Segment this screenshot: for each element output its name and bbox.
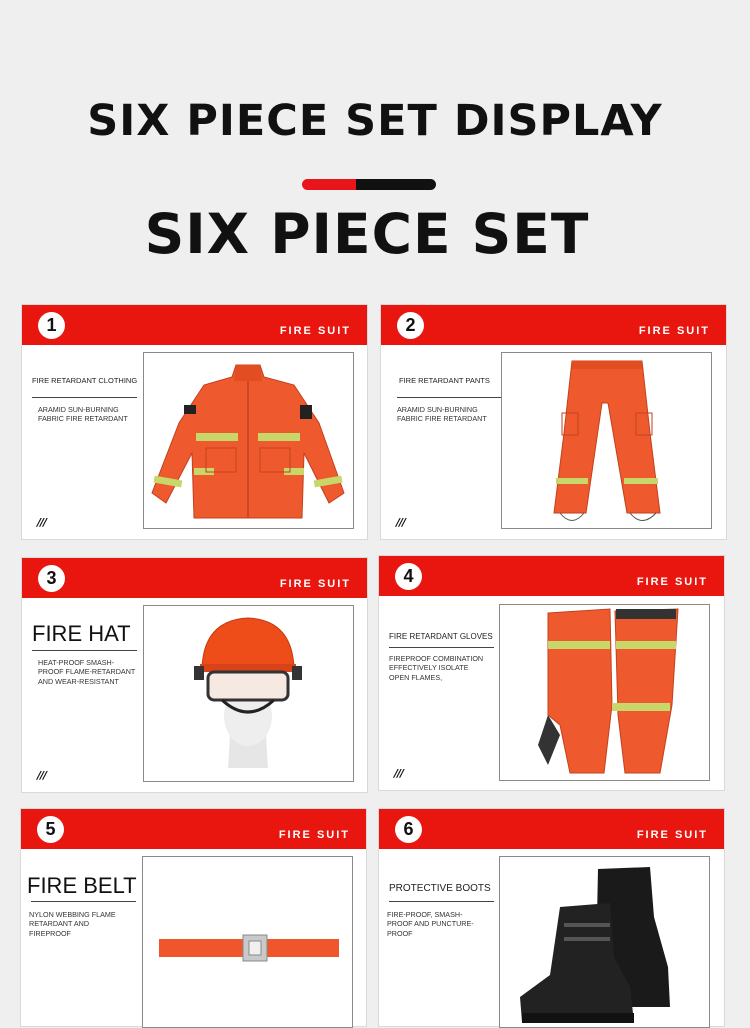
product-description: NYLON WEBBING FLAME RETARDANT AND FIREPROOF <box>29 910 116 938</box>
page-subtitle: SIX PIECE SET <box>144 202 590 266</box>
card-tag: FIRE SUIT <box>638 325 710 337</box>
product-name: FIRE RETARDANT PANTS <box>399 376 490 385</box>
card-number: 3 <box>38 565 65 592</box>
product-description: ARAMID SUN-BURNING FABRIC FIRE RETARDANT <box>38 405 128 424</box>
product-card-belt <box>20 808 367 1027</box>
name-underline <box>31 901 136 902</box>
fire-gloves-image <box>499 604 710 781</box>
fire-pants-image <box>501 352 712 529</box>
fire-helmet-image <box>143 605 354 782</box>
product-description: ARAMID SUN-BURNING FABRIC FIRE RETARDANT <box>397 405 487 424</box>
name-underline <box>32 650 137 651</box>
fire-belt-image <box>142 856 353 1028</box>
fire-boots-image <box>499 856 710 1028</box>
card-number: 4 <box>395 563 422 590</box>
decor-ticks: /// <box>37 516 47 529</box>
card-number: 1 <box>38 312 65 339</box>
fire-jacket-image <box>143 352 354 529</box>
product-name: PROTECTIVE BOOTS <box>389 883 491 894</box>
title-divider <box>302 179 436 190</box>
decor-ticks: /// <box>396 516 406 529</box>
product-card-helmet <box>21 557 368 793</box>
card-tag: FIRE SUIT <box>636 829 708 841</box>
product-card-pants <box>380 304 727 540</box>
decor-ticks: /// <box>37 769 47 782</box>
page-title: SIX PIECE SET DISPLAY <box>87 96 663 146</box>
name-underline <box>32 397 137 398</box>
product-description: FIREPROOF COMBINATION EFFECTIVELY ISOLATE OPEN FLAMES, <box>389 654 484 682</box>
product-card-boots <box>378 808 725 1027</box>
product-description: FIRE-PROOF, SMASH-PROOF AND PUNCTURE-PROOF <box>387 910 474 938</box>
name-underline <box>389 901 494 902</box>
product-name: FIRE BELT <box>27 873 137 898</box>
card-tag: FIRE SUIT <box>279 578 351 590</box>
card-tag: FIRE SUIT <box>279 325 351 337</box>
name-underline <box>389 647 494 648</box>
product-name: FIRE RETARDANT GLOVES <box>389 632 493 641</box>
decor-ticks: /// <box>394 767 404 780</box>
card-tag: FIRE SUIT <box>636 576 708 588</box>
product-card-gloves <box>378 555 725 791</box>
card-number: 6 <box>395 816 422 843</box>
product-name: FIRE HAT <box>32 621 131 646</box>
product-card-jacket <box>21 304 368 540</box>
card-number: 5 <box>37 816 64 843</box>
product-description: HEAT-PROOF SMASH-PROOF FLAME-RETARDANT AND WEAR-RESISTANT <box>38 658 136 686</box>
card-number: 2 <box>397 312 424 339</box>
product-name: FIRE RETARDANT CLOTHING <box>32 376 138 385</box>
card-tag: FIRE SUIT <box>278 829 350 841</box>
name-underline <box>397 397 502 398</box>
